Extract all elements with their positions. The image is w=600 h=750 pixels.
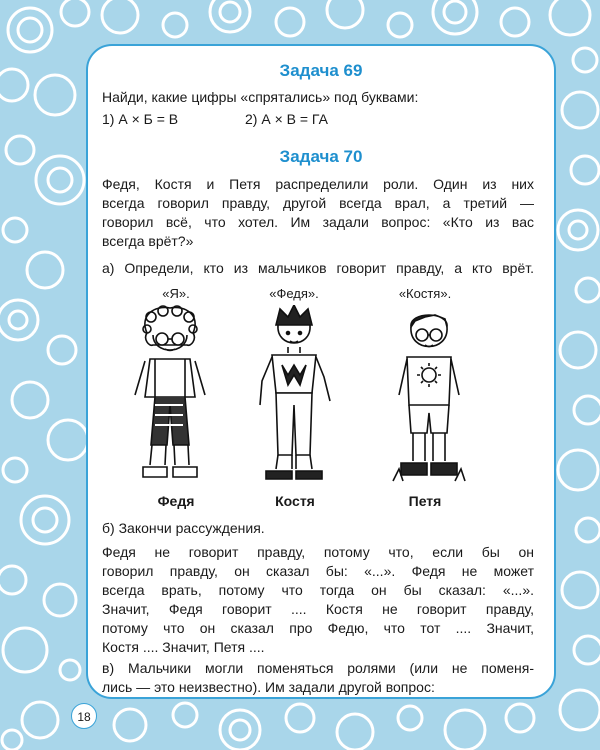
task-70-title: Задача 70 <box>279 147 363 166</box>
task-70-intro-line: всегда говорил правду, другой всегда врал, а третий — <box>102 195 534 211</box>
part-b-line: потому что он сказал про Федю, что тот .... Значит, <box>102 620 534 636</box>
task-70-intro-line: Федя, Костя и Петя распределили роли. Один из них <box>102 176 534 192</box>
answer-petya: «Костя». <box>398 286 452 301</box>
part-c-line: в) Мальчики могли поменяться ролями (или не поменя- <box>102 660 534 676</box>
name-petya: Петя <box>408 493 442 509</box>
part-b-line: Костя .... Значит, Петя .... <box>102 639 265 655</box>
task-69-equation-1: 1) А × Б = В <box>102 111 179 127</box>
name-kostya: Костя <box>275 493 315 509</box>
task-70-intro-line: всегда врёт?» <box>102 233 194 249</box>
fedya-illustration <box>125 305 215 485</box>
kostya-illustration <box>250 305 340 485</box>
task-69-equation-2: 2) А × В = ГА <box>245 111 328 127</box>
part-a-question: а) Определи, кто из мальчиков говорит правду, а кто врёт. <box>102 260 534 276</box>
part-c-line: лись — это неизвестно). Им задали другой вопрос: <box>102 679 435 695</box>
petya-illustration <box>385 305 475 485</box>
part-b-line: всегда врать, потому что тогда он бы сказал: «...». <box>102 582 534 598</box>
part-b-title: б) Закончи рассуждения. <box>102 520 265 536</box>
task-69-title: Задача 69 <box>279 61 363 80</box>
task-69-text: Найди, какие цифры «спрятались» под буквами: <box>102 89 419 105</box>
answer-fedya: «Я». <box>162 286 190 301</box>
part-b-line: Федя не говорит правду, потому что, если бы он <box>102 544 534 560</box>
answer-kostya: «Федя». <box>269 286 319 301</box>
task-70-intro-line: говорил всё, что хотел. Им задали вопрос: «Кто из вас <box>102 214 534 230</box>
name-fedya: Федя <box>157 493 195 509</box>
part-b-line: говорил правду, он сказал бы: «...». Федя не может <box>102 563 534 579</box>
page-number: 18 <box>71 703 97 729</box>
part-b-line: Значит, Федя говорит .... Костя не говорит правду, <box>102 601 534 617</box>
